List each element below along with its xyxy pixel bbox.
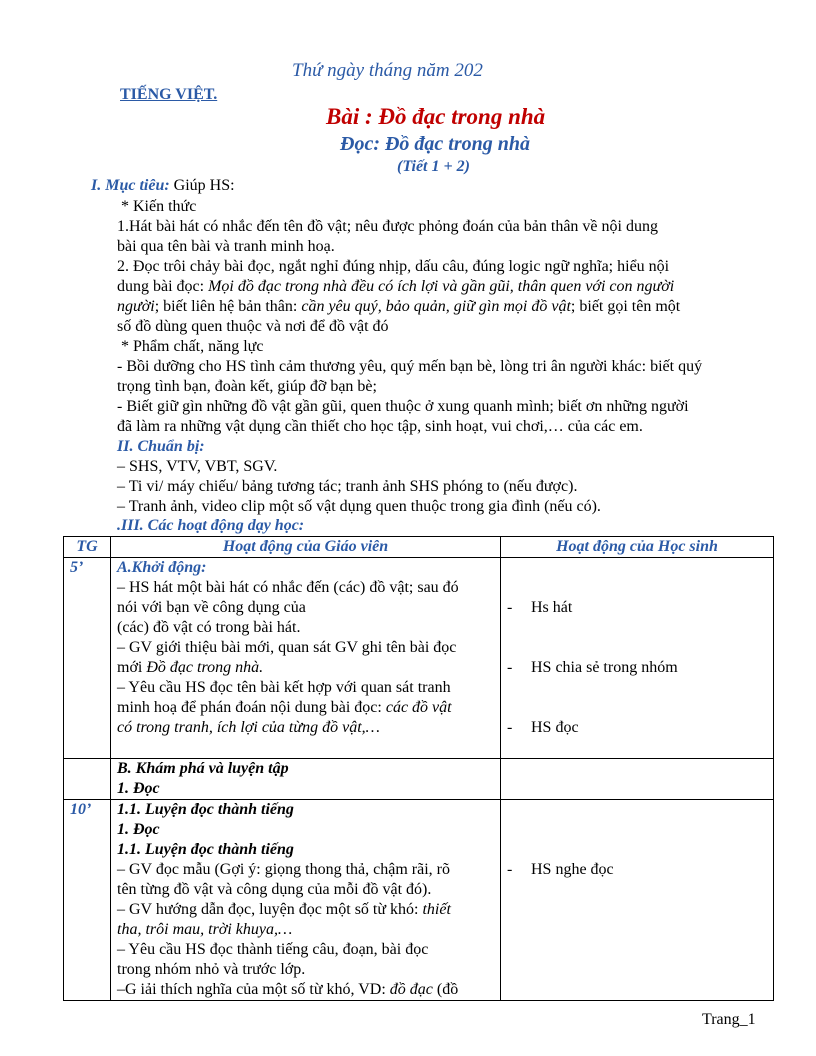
date-line: Thứ ngày tháng năm 202 — [292, 60, 483, 81]
row-time: 5’ — [64, 558, 111, 759]
objective-k2-line2-b: Mọi đồ đạc trong nhà đều có ích lợi và gần gũi, thân quen với con người — [208, 278, 675, 295]
table-row — [64, 800, 774, 1001]
objective-q1-line1: - Bồi dưỡng cho HS tình cảm thương yêu, quý mến bạn bè, lòng tri ân người khác: biết quý — [117, 358, 703, 375]
objective-k2-line3 — [117, 297, 680, 317]
teacher-line — [117, 980, 494, 1000]
preparation-item: – Ti vi/ máy chiếu/ bảng tương tác; tranh ảnh SHS phóng to (nếu được). — [117, 478, 578, 495]
objectives-heading-label: I. Mục tiêu: — [91, 177, 170, 194]
objective-k2-line3-d: ; biết gọi tên một — [570, 298, 681, 315]
teacher-text-italic: các đồ vật — [385, 699, 452, 716]
objective-k2-line3-c: cần yêu quý, bảo quản, giữ gìn mọi đồ vật — [301, 298, 571, 315]
objective-k2-line3-b: ; biết liên hệ bản thân: — [154, 298, 302, 315]
teacher-line: – HS hát một bài hát có nhắc đến (các) đồ vật; sau đó — [117, 579, 459, 596]
objective-k2-line2 — [117, 277, 674, 297]
objective-k1-line2: bài qua tên bài và tranh minh hoạ. — [117, 238, 335, 255]
teacher-line: tha, trôi mau, trời khuya,… — [117, 921, 293, 938]
activities-table — [63, 536, 774, 1001]
lesson-title: Bài : Đồ đạc trong nhà — [326, 104, 546, 129]
objective-q2-line2: đã làm ra những vật dụng cần thiết cho học tập, sinh hoạt, vui chơi,… của các em. — [117, 418, 643, 435]
objectives-heading — [91, 177, 235, 195]
teacher-line — [117, 658, 494, 678]
objective-q2-line1: - Biết giữ gìn những đồ vật gần gũi, quen thuộc ở xung quanh mình; biết ơn những người — [117, 398, 689, 415]
objective-k1-line1: 1.Hát bài hát có nhắc đến tên đồ vật; nêu được phỏng đoán của bản thân về nội dung — [117, 218, 658, 235]
teacher-line — [117, 698, 494, 718]
section-heading: 1. Đọc — [117, 821, 160, 838]
section-title-explore: B. Khám phá và luyện tập — [117, 760, 289, 777]
subject-label: TIẾNG VIỆT. — [120, 86, 218, 103]
col-time-header: TG — [64, 537, 111, 558]
teacher-text: minh hoạ để phán đoán nội dung bài đọc: — [117, 699, 386, 716]
table-header-row — [64, 537, 774, 558]
student-activity: HS chia sẻ trong nhóm — [531, 659, 678, 676]
student-bullet: - — [507, 861, 513, 878]
teacher-cell — [111, 800, 501, 1001]
knowledge-label: * Kiến thức — [121, 198, 197, 215]
section-heading: 1.1. Luyện đọc thành tiếng — [117, 801, 294, 818]
table-row — [64, 558, 774, 759]
page-number: Trang_1 — [702, 1011, 756, 1028]
col-student-header: Hoạt động của Học sinh — [501, 537, 774, 558]
objective-k2-line2-a: dung bài đọc: — [117, 278, 209, 295]
reading-title: Đọc: Đồ đạc trong nhà — [340, 133, 531, 155]
table-row — [64, 759, 774, 800]
section-subtitle: 1. Đọc — [117, 780, 160, 797]
student-activity: HS đọc — [531, 719, 579, 736]
teacher-text: – GV hướng dẫn đọc, luyện đọc một số từ khó: — [117, 901, 423, 918]
row-time: 10’ — [64, 800, 111, 1001]
objective-q1-line2: trọng tình bạn, đoàn kết, giúp đỡ bạn bè; — [117, 378, 377, 395]
objective-k2-line3-a: người — [117, 298, 155, 315]
student-activity: HS nghe đọc — [531, 861, 614, 878]
teacher-line: tên từng đồ vật và công dụng của mỗi đồ vật đó). — [117, 881, 432, 898]
student-bullet: - — [507, 599, 513, 616]
teacher-line: – GV giới thiệu bài mới, quan sát GV ghi tên bài đọc — [117, 639, 457, 656]
section-heading: 1.1. Luyện đọc thành tiếng — [117, 841, 294, 858]
teacher-text-italic: Đồ đạc trong nhà. — [146, 659, 264, 676]
objectives-heading-tail: Giúp HS: — [169, 177, 235, 194]
teacher-line — [117, 900, 494, 920]
preparation-item: – SHS, VTV, VBT, SGV. — [117, 458, 278, 475]
teacher-cell — [111, 558, 501, 759]
teacher-text: (đồ — [432, 981, 459, 998]
quality-label: * Phẩm chất, năng lực — [121, 338, 264, 355]
student-cell — [501, 800, 774, 1001]
teacher-text: –G iải thích nghĩa của một số từ khó, VD: — [117, 981, 390, 998]
teacher-text-italic: thiết — [422, 901, 451, 918]
student-cell — [501, 759, 774, 800]
objective-k2-line4: số đồ dùng quen thuộc và nơi để đồ vật đó — [117, 318, 389, 335]
section-title-warmup: A.Khởi động: — [117, 559, 207, 576]
activities-heading: .III. Các hoạt động dạy học: — [117, 517, 305, 534]
row-time — [64, 759, 111, 800]
teacher-line: (các) đồ vật có trong bài hát. — [117, 619, 301, 636]
teacher-line: nói với bạn về công dụng của — [117, 599, 306, 616]
teacher-line: – Yêu cầu HS đọc thành tiếng câu, đoạn, bài đọc — [117, 941, 429, 958]
col-teacher-header: Hoạt động của Giáo viên — [111, 537, 501, 558]
student-activity: Hs hát — [531, 599, 573, 616]
teacher-line: – Yêu cầu HS đọc tên bài kết hợp với quan sát tranh — [117, 679, 451, 696]
objective-k2-line1: 2. Đọc trôi chảy bài đọc, ngắt nghỉ đúng nhịp, dấu câu, đúng logic ngữ nghĩa; hiểu nội — [117, 258, 670, 275]
teacher-line: trong nhóm nhỏ và trước lớp. — [117, 961, 306, 978]
period-label: (Tiết 1 + 2) — [397, 158, 470, 175]
teacher-line: có trong tranh, ích lợi của từng đồ vật,… — [117, 719, 380, 736]
preparation-heading: II. Chuẩn bị: — [117, 438, 205, 455]
student-bullet: - — [507, 659, 513, 676]
preparation-item: – Tranh ảnh, video clip một số vật dụng quen thuộc trong gia đình (nếu có). — [117, 498, 601, 515]
teacher-cell — [111, 759, 501, 800]
student-bullet: - — [507, 719, 513, 736]
student-cell — [501, 558, 774, 759]
teacher-text: mới — [117, 659, 147, 676]
teacher-line: – GV đọc mẫu (Gợi ý: giọng thong thả, chậm rãi, rõ — [117, 861, 450, 878]
teacher-text-italic: đồ đạc — [389, 981, 433, 998]
